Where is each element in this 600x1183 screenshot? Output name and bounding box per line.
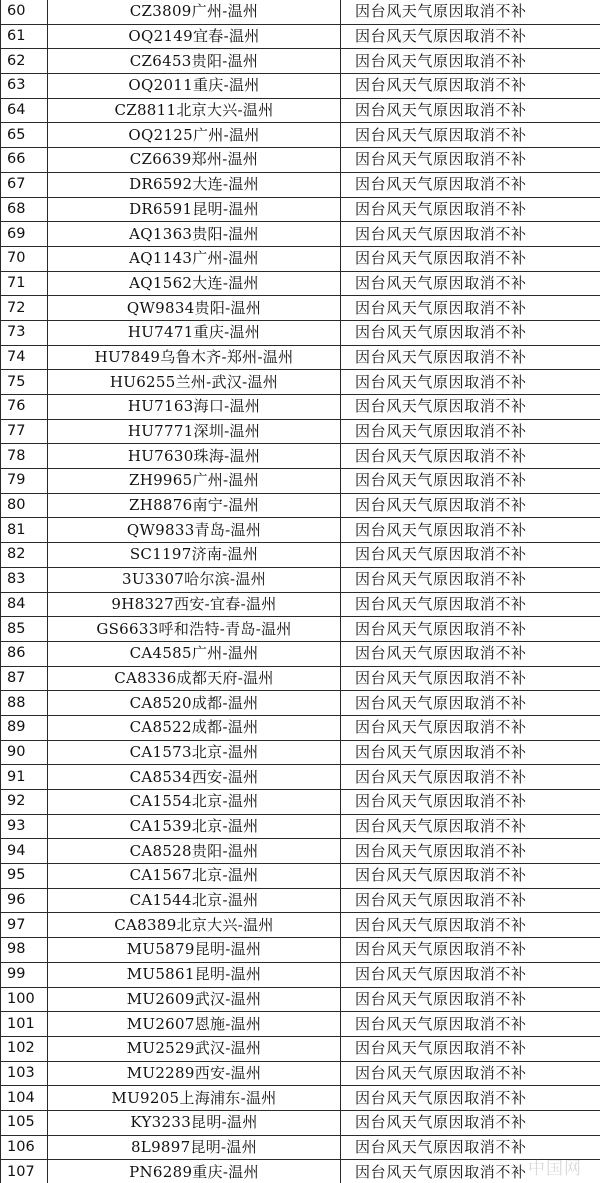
- status-cell: 因台风天气原因取消不补: [341, 518, 600, 543]
- flight-route-cell: QW9833青岛-温州: [48, 518, 341, 543]
- row-number-cell: 73: [1, 320, 48, 345]
- status-cell: 因台风天气原因取消不补: [341, 271, 600, 296]
- flight-route-cell: MU2609武汉-温州: [48, 987, 341, 1012]
- flight-route-cell: CA8534西安-温州: [48, 765, 341, 790]
- status-cell: 因台风天气原因取消不补: [341, 1160, 600, 1183]
- table-row: [1, 444, 600, 469]
- status-cell: 因台风天气原因取消不补: [341, 740, 600, 765]
- table-row: [1, 567, 600, 592]
- flight-route-cell: HU7771深圳-温州: [48, 419, 341, 444]
- status-cell: 因台风天气原因取消不补: [341, 691, 600, 716]
- flight-route-cell: MU2289西安-温州: [48, 1061, 341, 1086]
- flight-route-cell: MU9205上海浦东-温州: [48, 1086, 341, 1111]
- status-cell: 因台风天气原因取消不补: [341, 49, 600, 74]
- table-row: [1, 74, 600, 99]
- status-cell: 因台风天气原因取消不补: [341, 888, 600, 913]
- table-row: [1, 123, 600, 148]
- status-cell: 因台风天气原因取消不补: [341, 419, 600, 444]
- table-row: [1, 740, 600, 765]
- table-row: [1, 98, 600, 123]
- flight-route-cell: PN6289重庆-温州: [48, 1160, 341, 1183]
- status-cell: 因台风天气原因取消不补: [341, 246, 600, 271]
- status-cell: 因台风天气原因取消不补: [341, 345, 600, 370]
- row-number-cell: 67: [1, 172, 48, 197]
- status-cell: 因台风天气原因取消不补: [341, 913, 600, 938]
- table-row: [1, 691, 600, 716]
- row-number-cell: 81: [1, 518, 48, 543]
- status-cell: 因台风天气原因取消不补: [341, 543, 600, 568]
- row-number-cell: 93: [1, 814, 48, 839]
- row-number-cell: 94: [1, 839, 48, 864]
- row-number-cell: 71: [1, 271, 48, 296]
- flight-route-cell: CA8389北京大兴-温州: [48, 913, 341, 938]
- table-row: [1, 493, 600, 518]
- row-number-cell: 91: [1, 765, 48, 790]
- flight-route-cell: CA8520成都-温州: [48, 691, 341, 716]
- table-row: [1, 1036, 600, 1061]
- row-number-cell: 100: [1, 987, 48, 1012]
- flight-route-cell: CA4585广州-温州: [48, 641, 341, 666]
- table-row: [1, 543, 600, 568]
- status-cell: 因台风天气原因取消不补: [341, 172, 600, 197]
- row-number-cell: 95: [1, 864, 48, 889]
- table-row: [1, 1135, 600, 1160]
- flight-route-cell: MU5861昆明-温州: [48, 962, 341, 987]
- status-cell: 因台风天气原因取消不补: [341, 74, 600, 99]
- row-number-cell: 86: [1, 641, 48, 666]
- row-number-cell: 68: [1, 197, 48, 222]
- flight-route-cell: CZ6453贵阳-温州: [48, 49, 341, 74]
- status-cell: 因台风天气原因取消不补: [341, 987, 600, 1012]
- table-row: [1, 518, 600, 543]
- status-cell: 因台风天气原因取消不补: [341, 592, 600, 617]
- table-row: [1, 49, 600, 74]
- table-row: [1, 1012, 600, 1037]
- table-row: [1, 246, 600, 271]
- flight-route-cell: CA8336成都天府-温州: [48, 666, 341, 691]
- row-number-cell: 70: [1, 246, 48, 271]
- flight-route-cell: CA1544北京-温州: [48, 888, 341, 913]
- table-row: [1, 0, 600, 24]
- flight-route-cell: CA8528贵阳-温州: [48, 839, 341, 864]
- row-number-cell: 87: [1, 666, 48, 691]
- status-cell: 因台风天气原因取消不补: [341, 493, 600, 518]
- table-row: [1, 864, 600, 889]
- status-cell: 因台风天气原因取消不补: [341, 395, 600, 420]
- status-cell: 因台风天气原因取消不补: [341, 814, 600, 839]
- row-number-cell: 102: [1, 1036, 48, 1061]
- table-row: [1, 197, 600, 222]
- status-cell: 因台风天气原因取消不补: [341, 567, 600, 592]
- row-number-cell: 82: [1, 543, 48, 568]
- flight-route-cell: CZ3809广州-温州: [48, 0, 341, 24]
- flight-route-cell: OQ2011重庆-温州: [48, 74, 341, 99]
- status-cell: 因台风天气原因取消不补: [341, 1012, 600, 1037]
- table-row: [1, 814, 600, 839]
- table-row: [1, 1086, 600, 1111]
- flight-route-cell: MU2529武汉-温州: [48, 1036, 341, 1061]
- row-number-cell: 69: [1, 222, 48, 247]
- status-cell: 因台风天气原因取消不补: [341, 222, 600, 247]
- flight-route-cell: OQ2125广州-温州: [48, 123, 341, 148]
- row-number-cell: 77: [1, 419, 48, 444]
- row-number-cell: 96: [1, 888, 48, 913]
- status-cell: 因台风天气原因取消不补: [341, 765, 600, 790]
- flight-route-cell: CZ6639郑州-温州: [48, 148, 341, 173]
- status-cell: 因台风天气原因取消不补: [341, 98, 600, 123]
- flight-route-cell: KY3233昆明-温州: [48, 1110, 341, 1135]
- table-row: [1, 320, 600, 345]
- status-cell: 因台风天气原因取消不补: [341, 1135, 600, 1160]
- row-number-cell: 103: [1, 1061, 48, 1086]
- table-row: [1, 765, 600, 790]
- table-row: [1, 172, 600, 197]
- status-cell: 因台风天气原因取消不补: [341, 370, 600, 395]
- table-row: [1, 419, 600, 444]
- row-number-cell: 79: [1, 469, 48, 494]
- table-row: [1, 839, 600, 864]
- flight-route-cell: CA1539北京-温州: [48, 814, 341, 839]
- table-row: [1, 469, 600, 494]
- status-cell: 因台风天气原因取消不补: [341, 839, 600, 864]
- status-cell: 因台风天气原因取消不补: [341, 24, 600, 49]
- status-cell: 因台风天气原因取消不补: [341, 1110, 600, 1135]
- flight-route-cell: MU5879昆明-温州: [48, 938, 341, 963]
- table-body: [1, 0, 600, 1183]
- table-row: [1, 370, 600, 395]
- table-row: [1, 296, 600, 321]
- flight-route-cell: CA1554北京-温州: [48, 790, 341, 815]
- status-cell: 因台风天气原因取消不补: [341, 320, 600, 345]
- row-number-cell: 78: [1, 444, 48, 469]
- watermark: 中国网: [528, 1159, 582, 1179]
- table-row: [1, 148, 600, 173]
- row-number-cell: 83: [1, 567, 48, 592]
- table-row: [1, 1061, 600, 1086]
- row-number-cell: 80: [1, 493, 48, 518]
- row-number-cell: 88: [1, 691, 48, 716]
- table-row: [1, 962, 600, 987]
- row-number-cell: 107: [1, 1160, 48, 1183]
- table-row: [1, 666, 600, 691]
- table-row: [1, 715, 600, 740]
- status-cell: 因台风天气原因取消不补: [341, 715, 600, 740]
- status-cell: 因台风天气原因取消不补: [341, 666, 600, 691]
- status-cell: 因台风天气原因取消不补: [341, 790, 600, 815]
- row-number-cell: 98: [1, 938, 48, 963]
- table-row: [1, 395, 600, 420]
- row-number-cell: 89: [1, 715, 48, 740]
- status-cell: 因台风天气原因取消不补: [341, 938, 600, 963]
- table-row: [1, 271, 600, 296]
- flight-route-cell: HU7849乌鲁木齐-郑州-温州: [48, 345, 341, 370]
- flight-route-cell: OQ2149宜春-温州: [48, 24, 341, 49]
- status-cell: 因台风天气原因取消不补: [341, 1086, 600, 1111]
- flight-route-cell: CA1567北京-温州: [48, 864, 341, 889]
- table-row: [1, 888, 600, 913]
- row-number-cell: 72: [1, 296, 48, 321]
- status-cell: 因台风天气原因取消不补: [341, 1036, 600, 1061]
- flight-route-cell: SC1197济南-温州: [48, 543, 341, 568]
- status-cell: 因台风天气原因取消不补: [341, 123, 600, 148]
- flight-route-cell: ZH9965广州-温州: [48, 469, 341, 494]
- status-cell: 因台风天气原因取消不补: [341, 1061, 600, 1086]
- flight-route-cell: QW9834贵阳-温州: [48, 296, 341, 321]
- flight-route-cell: DR6592大连-温州: [48, 172, 341, 197]
- row-number-cell: 92: [1, 790, 48, 815]
- flight-route-cell: HU7163海口-温州: [48, 395, 341, 420]
- row-number-cell: 64: [1, 98, 48, 123]
- table-row: [1, 592, 600, 617]
- row-number-cell: 105: [1, 1110, 48, 1135]
- status-cell: 因台风天气原因取消不补: [341, 0, 600, 24]
- table-row: [1, 987, 600, 1012]
- status-cell: 因台风天气原因取消不补: [341, 444, 600, 469]
- row-number-cell: 84: [1, 592, 48, 617]
- status-cell: 因台风天气原因取消不补: [341, 148, 600, 173]
- flight-route-cell: HU7630珠海-温州: [48, 444, 341, 469]
- status-cell: 因台风天气原因取消不补: [341, 864, 600, 889]
- row-number-cell: 106: [1, 1135, 48, 1160]
- row-number-cell: 101: [1, 1012, 48, 1037]
- table-row: [1, 913, 600, 938]
- flight-route-cell: DR6591昆明-温州: [48, 197, 341, 222]
- table-row: [1, 641, 600, 666]
- table-row: [1, 345, 600, 370]
- flight-route-cell: CZ8811北京大兴-温州: [48, 98, 341, 123]
- row-number-cell: 90: [1, 740, 48, 765]
- flight-route-cell: GS6633呼和浩特-青岛-温州: [48, 617, 341, 642]
- table-row: [1, 938, 600, 963]
- flight-route-cell: AQ1143广州-温州: [48, 246, 341, 271]
- flight-route-cell: 9H8327西安-宜春-温州: [48, 592, 341, 617]
- flight-route-cell: 8L9897昆明-温州: [48, 1135, 341, 1160]
- row-number-cell: 60: [1, 0, 48, 24]
- row-number-cell: 63: [1, 74, 48, 99]
- row-number-cell: 75: [1, 370, 48, 395]
- table-row: [1, 617, 600, 642]
- flight-route-cell: CA1573北京-温州: [48, 740, 341, 765]
- row-number-cell: 62: [1, 49, 48, 74]
- row-number-cell: 74: [1, 345, 48, 370]
- status-cell: 因台风天气原因取消不补: [341, 296, 600, 321]
- status-cell: 因台风天气原因取消不补: [341, 617, 600, 642]
- flight-route-cell: AQ1562大连-温州: [48, 271, 341, 296]
- table-row: [1, 1110, 600, 1135]
- row-number-cell: 104: [1, 1086, 48, 1111]
- table-row: [1, 790, 600, 815]
- row-number-cell: 65: [1, 123, 48, 148]
- status-cell: 因台风天气原因取消不补: [341, 469, 600, 494]
- table-row: [1, 1160, 600, 1183]
- table-row: [1, 222, 600, 247]
- status-cell: 因台风天气原因取消不补: [341, 197, 600, 222]
- flight-route-cell: ZH8876南宁-温州: [48, 493, 341, 518]
- flight-route-cell: HU6255兰州-武汉-温州: [48, 370, 341, 395]
- flight-route-cell: CA8522成都-温州: [48, 715, 341, 740]
- row-number-cell: 97: [1, 913, 48, 938]
- table-row: [1, 24, 600, 49]
- flight-route-cell: MU2607恩施-温州: [48, 1012, 341, 1037]
- status-cell: 因台风天气原因取消不补: [341, 962, 600, 987]
- row-number-cell: 66: [1, 148, 48, 173]
- row-number-cell: 99: [1, 962, 48, 987]
- status-cell: 因台风天气原因取消不补: [341, 641, 600, 666]
- row-number-cell: 61: [1, 24, 48, 49]
- flight-route-cell: AQ1363贵阳-温州: [48, 222, 341, 247]
- row-number-cell: 85: [1, 617, 48, 642]
- row-number-cell: 76: [1, 395, 48, 420]
- flight-route-cell: HU7471重庆-温州: [48, 320, 341, 345]
- flight-route-cell: 3U3307哈尔滨-温州: [48, 567, 341, 592]
